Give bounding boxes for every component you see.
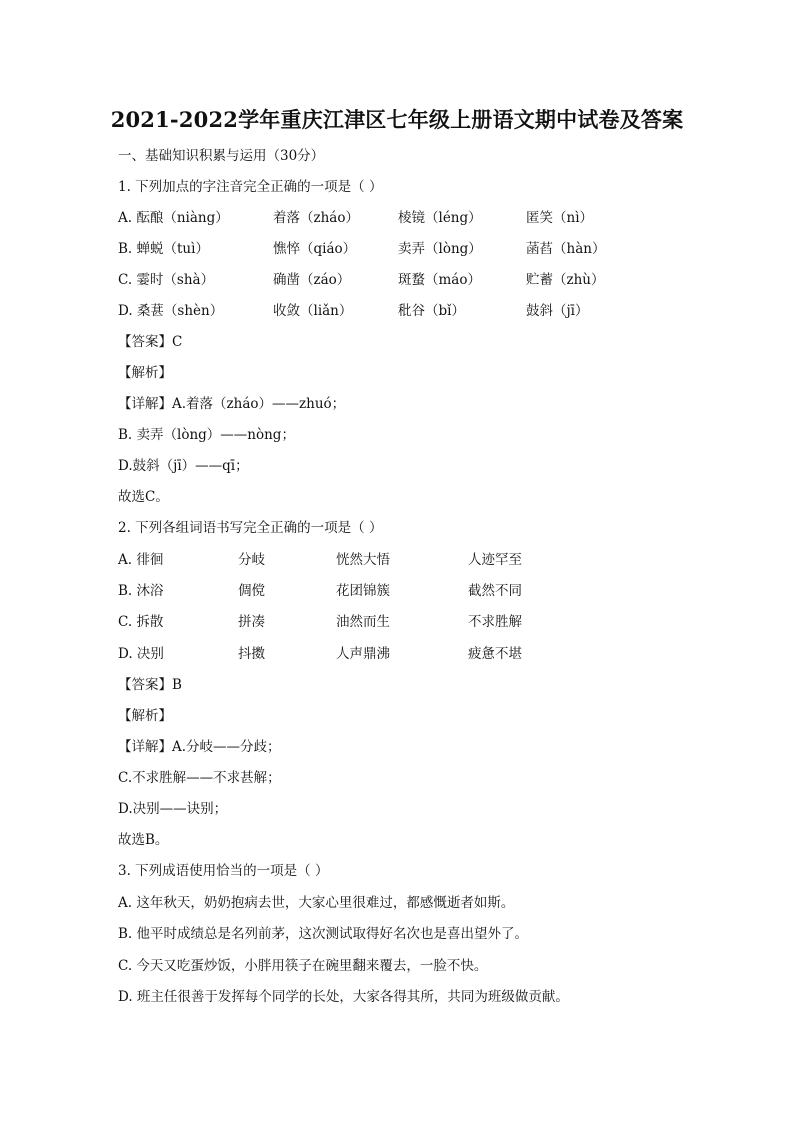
option-cell: 棱镜（léng） xyxy=(398,210,482,226)
q1-conclusion: 故选C。 xyxy=(118,489,169,505)
option-cell: B. 蝉蜕（tuì） xyxy=(118,241,209,257)
option-cell: C. 拆散 xyxy=(118,614,164,630)
q1-detail: D.鼓斜（jī）——qī； xyxy=(118,458,249,474)
option-cell: 拼凑 xyxy=(238,614,265,630)
q2-conclusion: 故选B。 xyxy=(118,832,169,848)
option-cell: 鼓斜（jī） xyxy=(526,303,589,319)
q2-option-a xyxy=(118,551,718,569)
q1-answer: 【答案】C xyxy=(118,334,183,350)
q1-detail: 【详解】A.着落（zháo）——zhuó； xyxy=(118,396,346,412)
option-cell: 截然不同 xyxy=(468,583,522,599)
option-cell: D. 桑葚（shèn） xyxy=(118,303,224,319)
option-cell: 着落（zháo） xyxy=(273,210,359,226)
option-cell: 分岐 xyxy=(238,552,265,568)
q1-option-d xyxy=(118,302,718,320)
q1-option-b xyxy=(118,240,718,258)
option-cell: 花团锦簇 xyxy=(336,583,390,599)
option-cell: 倜傥 xyxy=(238,583,265,599)
option-cell: 恍然大悟 xyxy=(336,552,390,568)
option-cell: D. 决别 xyxy=(118,646,164,662)
q3-option-d: D. 班主任很善于发挥每个同学的长处，大家各得其所，共同为班级做贡献。 xyxy=(118,989,569,1005)
option-cell: 秕谷（bǐ） xyxy=(398,303,465,319)
option-cell: 人声鼎沸 xyxy=(336,646,390,662)
q1-option-a xyxy=(118,209,718,227)
option-cell: 斑蝥（máo） xyxy=(398,272,481,288)
option-cell: B. 沐浴 xyxy=(118,583,164,599)
q2-detail: D.决别——诀别； xyxy=(118,801,228,817)
q3-option-c: C. 今天又吃蛋炒饭，小胖用筷子在碗里翻来覆去，一脸不快。 xyxy=(118,958,488,974)
option-cell: 抖擞 xyxy=(238,646,265,662)
option-cell: C. 霎时（shà） xyxy=(118,272,215,288)
option-cell: 菡萏（hàn） xyxy=(526,241,606,257)
q1-analysis: 【解析】 xyxy=(118,365,172,381)
option-cell: 贮蓄（zhù） xyxy=(526,272,605,288)
option-cell: 疲惫不堪 xyxy=(468,646,522,662)
q2-analysis: 【解析】 xyxy=(118,708,172,724)
option-cell: 卖弄（lòng） xyxy=(398,241,482,257)
option-cell: 收敛（liǎn） xyxy=(273,303,353,319)
option-cell: 油然而生 xyxy=(336,614,390,630)
page-title: 2021-2022学年重庆江津区七年级上册语文期中试卷及答案 xyxy=(110,107,684,132)
q3-option-a: A. 这年秋天，奶奶抱病去世，大家心里很难过，都感慨逝者如斯。 xyxy=(118,895,515,911)
q2-option-b xyxy=(118,582,718,600)
option-cell: 匿笑（nì） xyxy=(526,210,594,226)
option-cell: A. 徘徊 xyxy=(118,552,164,568)
q2-answer: 【答案】B xyxy=(118,677,182,693)
q2-detail: 【详解】A.分岐——分歧； xyxy=(118,739,281,755)
question-1-stem: 1. 下列加点的字注音完全正确的一项是（ ） xyxy=(118,179,383,195)
q1-option-c xyxy=(118,271,718,289)
q2-option-d xyxy=(118,645,718,663)
option-cell: 憔悴（qiáo） xyxy=(273,241,357,257)
question-2-stem: 2. 下列各组词语书写完全正确的一项是（ ） xyxy=(118,520,383,536)
q3-option-b: B. 他平时成绩总是名列前茅，这次测试取得好名次也是喜出望外了。 xyxy=(118,926,529,942)
q2-option-c xyxy=(118,613,718,631)
option-cell: 人迹罕至 xyxy=(468,552,522,568)
option-cell: 不求胜解 xyxy=(468,614,522,630)
option-cell: A. 酝酿（niàng） xyxy=(118,210,229,226)
q2-detail: C.不求胜解——不求甚解； xyxy=(118,770,281,786)
option-cell: 确凿（záo） xyxy=(273,272,351,288)
section-heading: 一、基础知识积累与运用（30分） xyxy=(118,148,325,164)
question-3-stem: 3. 下列成语使用恰当的一项是（ ） xyxy=(118,863,329,879)
q1-detail: B. 卖弄（lòng）——nòng； xyxy=(118,427,295,443)
